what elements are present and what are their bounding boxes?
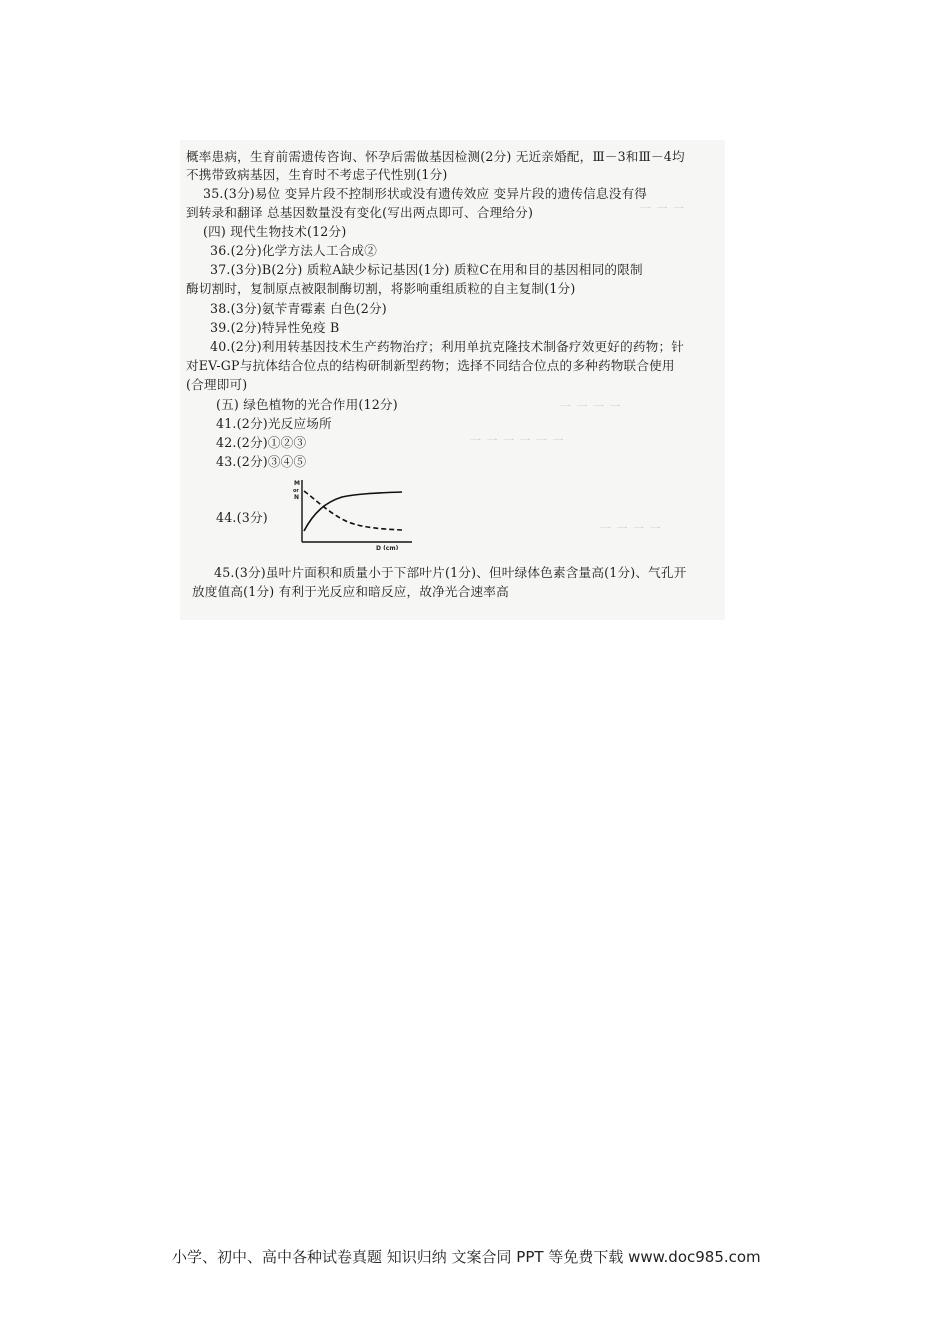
section-heading: (五) 绿色植物的光合作用(12分) — [216, 397, 398, 412]
section-heading: (四) 现代生物技术(12分) — [203, 224, 347, 239]
answer-line: 40.(2分)利用转基因技术生产药物治疗；利用单抗克隆技术制备疗效更好的药物；针 — [210, 339, 685, 354]
bleed-through-mark: 一 一 一 — [640, 202, 685, 215]
bleed-through-mark: 一 一 一 一 一 一 — [470, 434, 565, 447]
rising-curve — [304, 492, 402, 531]
answer-line: 放度值高(1分) 有利于光反应和暗反应，故净光合速率高 — [192, 584, 509, 599]
answer-line: 不携带致病基因，生育时不考虑子代性别(1分) — [186, 167, 448, 182]
answer-line: 38.(3分)氨苄青霉素 白色(2分) — [210, 301, 387, 316]
y-axis-label: or — [293, 488, 299, 494]
answer-line: 44.(3分) — [216, 510, 268, 525]
answer-line: 37.(3分)B(2分) 质粒A缺少标记基因(1分) 质粒C在用和目的基因相同的限制 — [210, 262, 643, 277]
answer-line: 42.(2分)①②③ — [216, 435, 307, 450]
answer-line: (合理即可) — [186, 377, 248, 392]
y-axis-label: N — [294, 494, 300, 501]
answer-line: 43.(2分)③④⑤ — [216, 454, 307, 469]
answer-44-graph — [290, 478, 415, 550]
answer-line: 酶切割时，复制原点被限制酶切割，将影响重组质粒的自主复制(1分) — [186, 281, 576, 296]
bleed-through-mark: 一 一 一 一 — [560, 400, 622, 413]
answer-line: 对EV-GP与抗体结合位点的结构研制新型药物；选择不同结合位点的多种药物联合使用 — [186, 358, 675, 373]
answer-line: 35.(3分)易位 变异片段不控制形状或没有遗传效应 变异片段的遗传信息没有得 — [203, 186, 648, 201]
x-axis-label: D (cm) — [376, 545, 399, 550]
answer-line: 概率患病，生育前需遗传咨询、怀孕后需做基因检测(2分) 无近亲婚配，Ⅲ－3和Ⅲ－4均 — [186, 149, 685, 164]
answer-line: 39.(2分)特异性免疫 B — [210, 320, 340, 335]
page-footer: 小学、初中、高中各种试卷真题 知识归纳 文案合同 PPT 等免费下载 www.doc985.com — [172, 1248, 761, 1266]
answer-line: 41.(2分)光反应场所 — [216, 416, 332, 431]
answer-line: 36.(2分)化学方法人工合成② — [210, 243, 378, 258]
bleed-through-mark: 一 一 一 一 — [600, 522, 662, 535]
answer-line: 到转录和翻译 总基因数量没有变化(写出两点即可、合理给分) — [186, 205, 534, 220]
answer-line: 45.(3分)虽叶片面积和质量小于下部叶片(1分)、但叶绿体色素含量高(1分)、气孔开 — [214, 565, 687, 580]
y-axis-label: M — [294, 480, 300, 487]
